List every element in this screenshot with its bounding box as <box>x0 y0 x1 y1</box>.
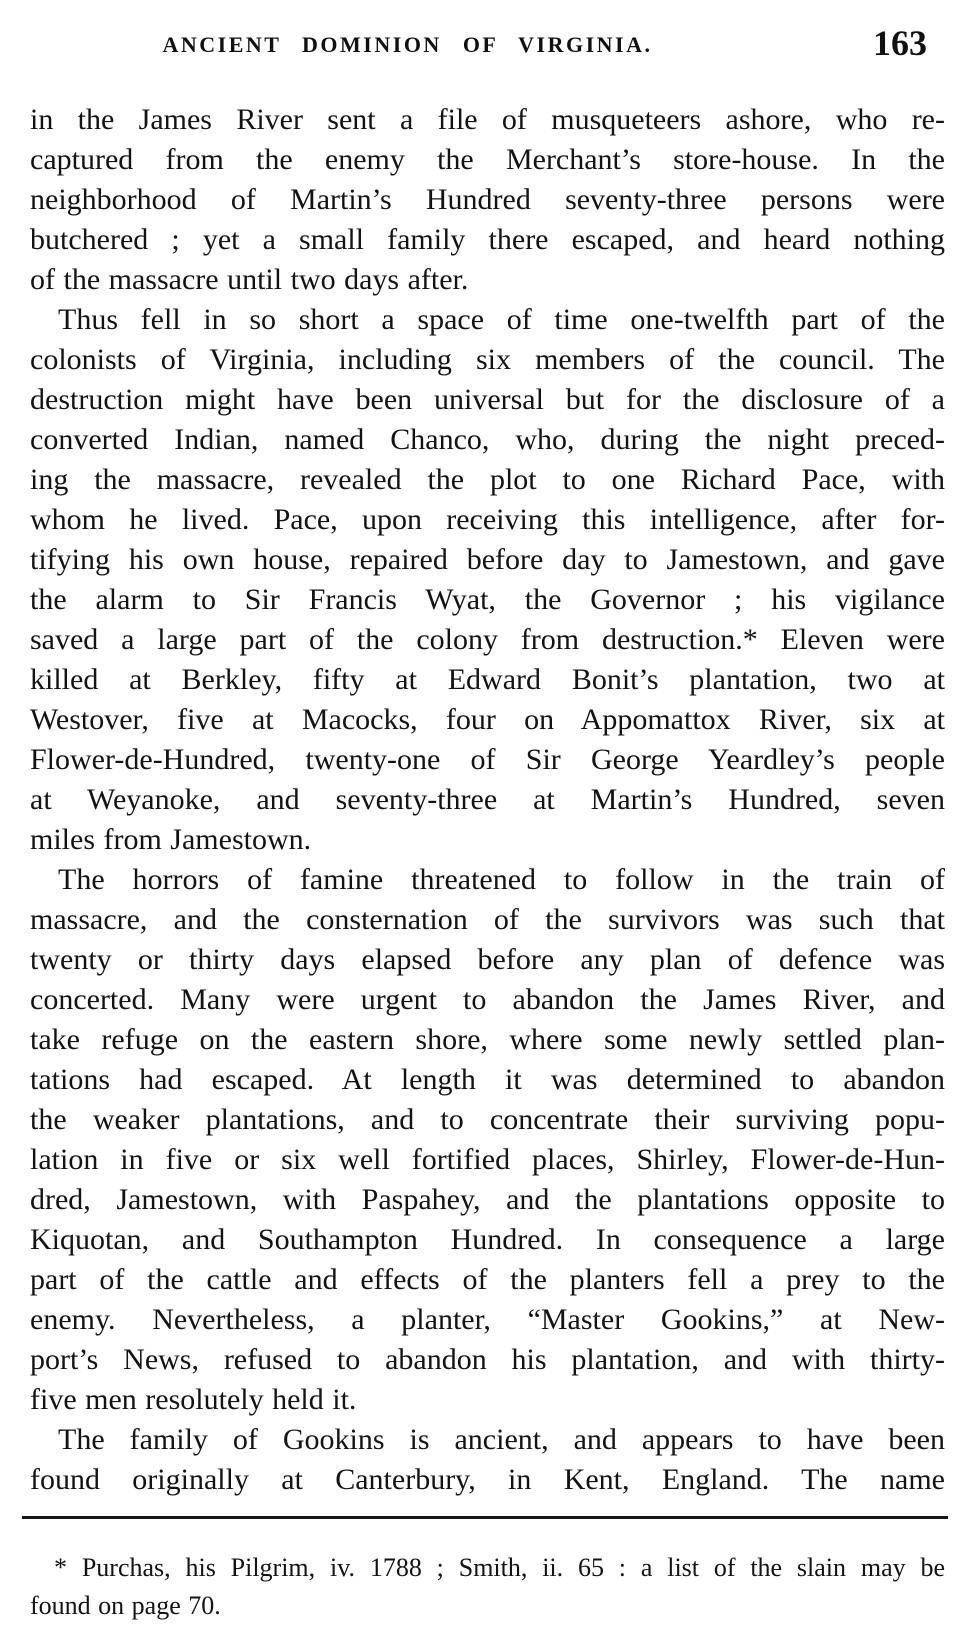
text-line: dred, Jamestown, with Paspahey, and the plantations opposite to <box>30 1183 945 1216</box>
text-line: lation in five or six well fortified places, Shirley, Flower-de-Hun- <box>30 1143 945 1176</box>
footnote-rule <box>22 1516 948 1519</box>
text-line: the alarm to Sir Francis Wyat, the Governor ; his vigilance <box>30 583 945 616</box>
text-line: whom he lived. Pace, upon receiving this intelligence, after for- <box>30 503 945 536</box>
footnote <box>30 1549 945 1625</box>
text-line: five men resolutely held it. <box>30 1383 357 1416</box>
text-line: The family of Gookins is ancient, and appears to have been <box>58 1423 945 1456</box>
text-line: The horrors of famine threatened to follow in the train of <box>58 863 945 896</box>
text-line: captured from the enemy the Merchant’s store-house. In the <box>30 143 945 176</box>
text-line: the weaker plantations, and to concentrate their surviving popu- <box>30 1103 945 1136</box>
text-line: ing the massacre, revealed the plot to one Richard Pace, with <box>30 463 945 496</box>
text-line: in the James River sent a file of musqueteers ashore, who re- <box>30 103 945 136</box>
text-line: converted Indian, named Chanco, who, during the night preced- <box>30 423 945 456</box>
text-line: killed at Berkley, fifty at Edward Bonit’s plantation, two at <box>30 663 945 696</box>
paragraph <box>30 860 945 1420</box>
text-line: tations had escaped. At length it was determined to abandon <box>30 1063 945 1096</box>
text-line: twenty or thirty days elapsed before any plan of defence was <box>30 943 945 976</box>
text-line: port’s News, refused to abandon his plantation, and with thirty- <box>30 1343 945 1376</box>
text-line: part of the cattle and effects of the planters fell a prey to the <box>30 1263 945 1296</box>
text-line: found originally at Canterbury, in Kent, England. The name <box>30 1463 945 1496</box>
paragraph <box>30 300 945 860</box>
text-line: Kiquotan, and Southampton Hundred. In consequence a large <box>30 1223 945 1256</box>
running-header <box>0 23 971 70</box>
text-line: take refuge on the eastern shore, where some newly settled plan- <box>30 1023 945 1056</box>
paragraph <box>30 1549 945 1625</box>
text-line: of the massacre until two days after. <box>30 263 469 296</box>
text-line: found on page 70. <box>30 1591 221 1620</box>
text-line: * Purchas, his Pilgrim, iv. 1788 ; Smith, ii. 65 : a list of the slain may be <box>54 1553 945 1582</box>
page-body <box>30 100 945 1500</box>
text-line: colonists of Virginia, including six members of the council. The <box>30 343 945 376</box>
text-line: concerted. Many were urgent to abandon the James River, and <box>30 983 945 1016</box>
text-line: saved a large part of the colony from destruction.* Eleven were <box>30 623 945 656</box>
paragraph <box>30 100 945 300</box>
text-line: Thus fell in so short a space of time one-twelfth part of the <box>58 303 945 336</box>
page-header-title: ANCIENT DOMINION OF VIRGINIA. <box>162 32 653 57</box>
text-line: enemy. Nevertheless, a planter, “Master Gookins,” at New- <box>30 1303 945 1336</box>
text-line: neighborhood of Martin’s Hundred seventy-three persons were <box>30 183 945 216</box>
text-line: at Weyanoke, and seventy-three at Martin’s Hundred, seven <box>30 783 945 816</box>
text-line: Westover, five at Macocks, four on Appomattox River, six at <box>30 703 945 736</box>
text-line: Flower-de-Hundred, twenty-one of Sir George Yeardley’s people <box>30 743 945 776</box>
paragraph <box>30 1420 945 1500</box>
text-line: destruction might have been universal but for the disclosure of a <box>30 383 945 416</box>
text-line: butchered ; yet a small family there escaped, and heard nothing <box>30 223 945 256</box>
text-line: tifying his own house, repaired before day to Jamestown, and gave <box>30 543 945 576</box>
page-number: 163 <box>873 23 927 63</box>
text-line: miles from Jamestown. <box>30 823 312 856</box>
text-line: massacre, and the consternation of the survivors was such that <box>30 903 945 936</box>
